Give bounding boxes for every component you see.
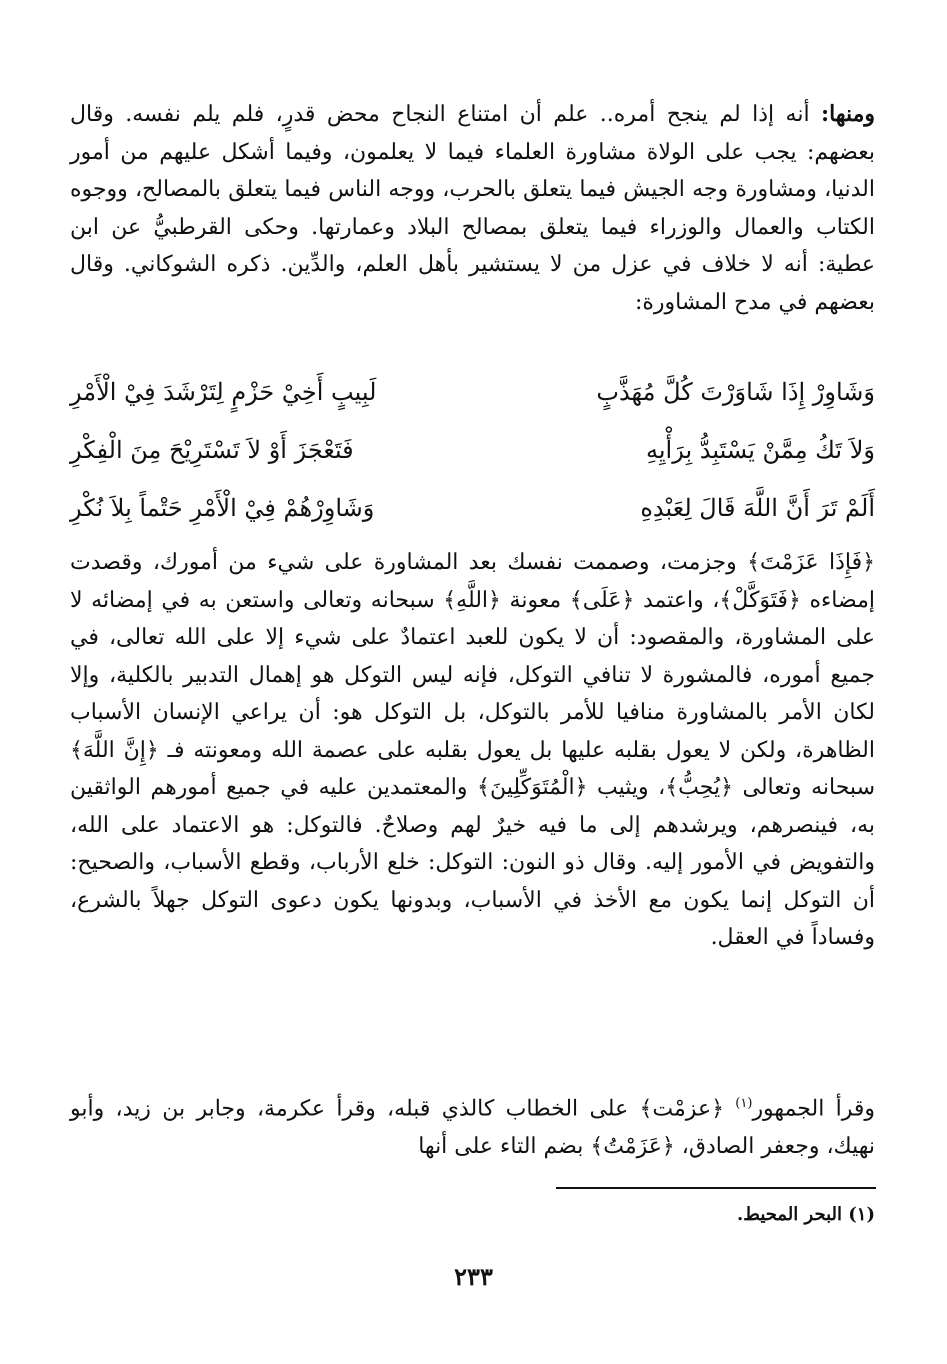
verse-first-hemistich: وَشَاوِرْ إِذَا شَاوَرْتَ كُلَّ مُهَذَّبٍ <box>596 378 875 406</box>
verse-first-hemistich: وَلاَ تَكُ مِمَّنْ يَسْتَبِدُّ بِرَأْيِهِ <box>645 436 875 464</box>
paragraph-text-start: وقرأ الجمهور <box>752 1096 876 1122</box>
paragraph-text: ﴿فَإِذَا عَزَمْتَ﴾ وجزمت، وصممت نفسك بعد المشاورة على شيء من أمورك، وقصدت إمضاءه ﴿فَتَوَكَّلْ﴾، واعتمد ﴿عَلَى﴾ معونة ﴿اللَّهِ﴾ سبحانه وتعالى واستعن به في إمضائه لا على المشاورة، والمقصود: أن لا يكون للعبد اعتمادٌ على شيء إلا على الله تعالى، في جميع أموره، فالمشورة لا تنافي التوكل، فإنه ليس التوكل هو إهمال التدبير بالكلية، وإلا لكان الأمر بالمشاورة منافيا للأمر بالتوكل، بل التوكل هو: أن يراعي الإنسان الأسباب الظاهرة، ولكن لا يعول بقلبه عليها بل يعول بقلبه على عصمة الله ومعونته فـ ﴿إِنَّ اللَّهَ﴾ سبحانه وتعالى ﴿يُحِبُّ﴾، ويثيب ﴿الْمُتَوَكِّلِينَ﴾ والمعتمدين عليه في جميع أمورهم الواثقين به، فينصرهم، ويرشدهم إلى ما فيه خيرٌ لهم وصلاحٌ. فالتوكل: هو الاعتماد على الله، والتفويض في الأمور إليه. وقال ذو النون: التوكل: خلع الأرباب، وقطع الأسباب، والصحيح: أن التوكل إنما يكون مع الأخذ في الأسباب، وبدونها يكون دعوى التوكل جهلاً بالشرع، وفساداً في العقل. <box>70 550 876 950</box>
paragraph-3 <box>70 1085 875 1165</box>
verse-second-hemistich: لَبِيبٍ أَخِيْ حَزْمٍ لِتَرْشَدَ فِيْ الْأَمْرِ <box>70 378 377 406</box>
footnote-marker: (١) <box>735 1096 753 1111</box>
page-number: ٢٣٣ <box>454 1262 493 1291</box>
verse-second-hemistich: وَشَاوِرْهُمْ فِيْ الْأَمْرِ حَتْماً بِلاَ نُكْرِ <box>70 494 375 522</box>
paragraph-2 <box>70 544 875 957</box>
verse-second-hemistich: فَتَعْجَزَ أَوْ لاَ تَسْتَرِيْحَ مِنَ الْفِكْرِ <box>70 436 354 464</box>
footnote: (١) البحر المحيط. <box>736 1204 875 1225</box>
paragraph-1 <box>70 96 875 321</box>
poem-verse <box>70 479 875 537</box>
paragraph-text-end: ﴿عزمْت﴾ على الخطاب كالذي قبله، وقرأ عكرمة، وجابر بن زيد، وأبو نهيك، وجعفر الصادق، ﴿عَزَمْتُ﴾ بضم التاء على أنها <box>70 1096 875 1159</box>
verse-first-hemistich: أَلَمْ تَرَ أَنَّ اللَّهَ قَالَ لِعَبْدِهِ <box>640 494 875 522</box>
footnote-divider <box>556 1187 876 1189</box>
poem <box>70 363 875 537</box>
paragraph-text: أنه إذا لم ينجح أمره.. علم أن امتناع النجاح محض قدرٍ، فلم يلم نفسه. وقال بعضهم: يجب على الولاة مشاورة العلماء فيما لا يعلمون، وفيما أشكل عليهم من أمور الدنيا، ومشاورة وجه الجيش فيما يتعلق بالحرب، ووجه الناس فيما يتعلق بالمصالح، ووجوه الكتاب والعمال والوزراء فيما يتعلق بمصالح البلاد وعمارتها. وحكى القرطبيُّ عن ابن عطية: أنه لا خلاف في عزل من لا يستشير بأهل العلم، والدِّين. ذكره الشوكاني. وقال بعضهم في مدح المشاورة: <box>70 102 875 315</box>
paragraph-lead: ومنها: <box>820 101 875 127</box>
poem-verse <box>70 363 875 421</box>
poem-verse <box>70 421 875 479</box>
